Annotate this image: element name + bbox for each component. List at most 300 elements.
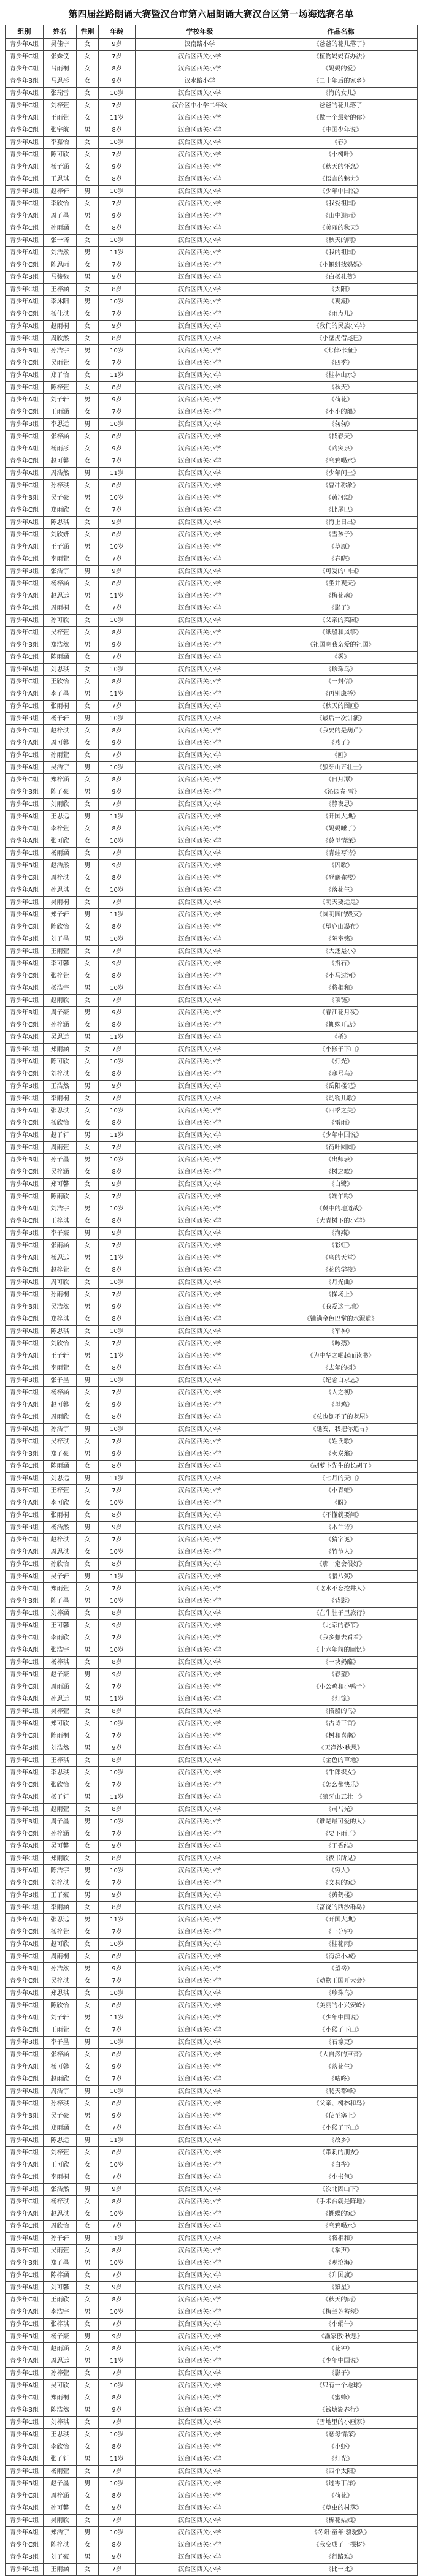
group-cell: 青少年A组: [6, 2208, 44, 2221]
age-cell: 7岁: [99, 1730, 136, 1742]
age-cell: 9岁: [99, 1179, 136, 1191]
group-cell: 青少年B组: [6, 186, 44, 198]
name-cell: 王子涵: [44, 541, 77, 553]
group-cell: 青少年C组: [6, 1338, 44, 1350]
work-cell: 《卖炭翁》: [264, 1448, 418, 1461]
name-cell: 孙欣怡: [44, 1559, 77, 1571]
table-row: [6, 1179, 418, 1191]
name-cell: 郑可欣: [44, 1718, 77, 1730]
group-cell: 青少年C组: [6, 1093, 44, 1105]
age-cell: 8岁: [99, 676, 136, 688]
school-cell: 汉台区西关小学: [136, 615, 264, 627]
table-row: [6, 1240, 418, 1252]
table-row: [6, 1166, 418, 1179]
school-cell: 汉台区西关小学: [136, 1755, 264, 1767]
work-cell: 《树和喜鹊》: [264, 1730, 418, 1742]
group-cell: 青少年A组: [6, 737, 44, 750]
work-cell: 《桂花雨》: [264, 1939, 418, 1951]
age-cell: 7岁: [99, 1779, 136, 1791]
table-row: [6, 222, 418, 235]
group-cell: 青少年A组: [6, 210, 44, 222]
name-cell: 吴雨桐: [44, 897, 77, 909]
group-cell: 青少年A组: [6, 2233, 44, 2245]
name-cell: 周雨萱: [44, 1142, 77, 1154]
age-cell: 9岁: [99, 1399, 136, 1411]
school-cell: 汉台区西关小学: [136, 2392, 264, 2404]
table-row: [6, 2306, 418, 2319]
gender-cell: 女: [77, 1019, 99, 1032]
age-cell: 8岁: [99, 1853, 136, 1865]
school-cell: 汉台区西关小学: [136, 664, 264, 676]
school-cell: 汉台区西关小学: [136, 1742, 264, 1755]
table-row: [6, 2037, 418, 2049]
name-cell: 李可馨: [44, 958, 77, 970]
age-cell: 7岁: [99, 149, 136, 161]
gender-cell: 女: [77, 173, 99, 186]
age-cell: 10岁: [99, 615, 136, 627]
work-cell: 《小蜗牛》: [264, 2319, 418, 2331]
work-cell: 《石壕吏》: [264, 2037, 418, 2049]
table-row: [6, 946, 418, 958]
age-cell: 11岁: [99, 688, 136, 701]
table-row: [6, 1387, 418, 1399]
name-cell: 王雨萱: [44, 2024, 77, 2037]
school-cell: 汉台区西关小学: [136, 1326, 264, 1338]
group-cell: 青少年A组: [6, 1914, 44, 1926]
group-cell: 青少年C组: [6, 2490, 44, 2502]
age-cell: 11岁: [99, 1350, 136, 1362]
age-cell: 8岁: [99, 1706, 136, 1718]
table-row: [6, 639, 418, 652]
work-cell: 《秋天的雨》: [264, 2294, 418, 2306]
group-cell: 青少年A组: [6, 664, 44, 676]
group-cell: 青少年B组: [6, 639, 44, 652]
work-cell: 《四季》: [264, 357, 418, 370]
group-cell: 青少年A组: [6, 1497, 44, 1510]
table-row: [6, 1681, 418, 1693]
group-cell: 青少年A组: [6, 235, 44, 247]
name-cell: 周可馨: [44, 737, 77, 750]
group-cell: 青少年C组: [6, 1975, 44, 1988]
table-row: [6, 701, 418, 713]
age-cell: 9岁: [99, 394, 136, 406]
name-cell: 李沐阳: [44, 296, 77, 308]
work-cell: 《海上日出》: [264, 517, 418, 529]
age-cell: 8岁: [99, 529, 136, 541]
gender-cell: 女: [77, 2049, 99, 2061]
table-row: [6, 1693, 418, 1706]
name-cell: 刘子轩: [44, 394, 77, 406]
school-cell: 汉台区西关小学: [136, 1963, 264, 1975]
school-cell: 汉台区西关小学: [136, 1399, 264, 1411]
age-cell: 10岁: [99, 345, 136, 357]
age-cell: 7岁: [99, 799, 136, 811]
header-school: 学校年级: [136, 25, 264, 39]
name-cell: 李子豪: [44, 1228, 77, 1240]
school-cell: 汉台区西关小学: [136, 333, 264, 345]
table-row: [6, 1032, 418, 1044]
school-cell: 汉台区西关小学: [136, 198, 264, 210]
table-row: [6, 357, 418, 370]
school-cell: 汉台区西关小学: [136, 2282, 264, 2294]
name-cell: 郑梓涵: [44, 774, 77, 786]
school-cell: 汉台区西关小学: [136, 713, 264, 725]
name-cell: 李思琪: [44, 1767, 77, 1779]
group-cell: 青少年A组: [6, 982, 44, 995]
age-cell: 11岁: [99, 1473, 136, 1485]
work-cell: 《花钟》: [264, 2343, 418, 2355]
work-cell: 《只有一个地球》: [264, 2380, 418, 2392]
gender-cell: 女: [77, 517, 99, 529]
school-cell: 汉台区西关小学: [136, 51, 264, 63]
name-cell: 李浩宇: [44, 2306, 77, 2319]
group-cell: 青少年C组: [6, 1362, 44, 1375]
work-cell: 《沁园春·雪》: [264, 786, 418, 799]
work-cell: 《铺满金色巴掌的水泥道》: [264, 1313, 418, 1326]
school-cell: 汉台区西关小学: [136, 1228, 264, 1240]
age-cell: 8岁: [99, 725, 136, 737]
group-cell: 青少年B组: [6, 1742, 44, 1755]
group-cell: 青少年C组: [6, 2221, 44, 2233]
name-cell: 陈思琪: [44, 1326, 77, 1338]
age-cell: 10岁: [99, 186, 136, 198]
gender-cell: 女: [77, 1117, 99, 1130]
table-row: [6, 970, 418, 982]
age-cell: 10岁: [99, 1105, 136, 1117]
work-cell: 《少年闰土》: [264, 468, 418, 480]
work-cell: 《小猴子下山》: [264, 1044, 418, 1056]
table-row: [6, 1485, 418, 1497]
work-cell: 《秋天的雨》: [264, 235, 418, 247]
table-row: [6, 688, 418, 701]
school-cell: 汉台区西关小学: [136, 1179, 264, 1191]
school-cell: 汉台区西关小学: [136, 2012, 264, 2024]
work-cell: 《过零丁洋》: [264, 2478, 418, 2490]
group-cell: 青少年C组: [6, 1706, 44, 1718]
table-row: [6, 2392, 418, 2404]
gender-cell: 女: [77, 1657, 99, 1669]
table-row: [6, 590, 418, 602]
school-cell: 汉台区西关小学: [136, 2355, 264, 2368]
age-cell: 8岁: [99, 1313, 136, 1326]
name-cell: 孙雨涵: [44, 222, 77, 235]
work-cell: 《纪念白求恩》: [264, 1375, 418, 1387]
group-cell: 青少年A组: [6, 541, 44, 553]
table-row: [6, 1988, 418, 2000]
age-cell: 11岁: [99, 247, 136, 259]
table-row: [6, 529, 418, 541]
gender-cell: 女: [77, 884, 99, 897]
age-cell: 7岁: [99, 848, 136, 860]
group-cell: 青少年C组: [6, 1951, 44, 1963]
name-cell: 赵可欣: [44, 1939, 77, 1951]
gender-cell: 女: [77, 2208, 99, 2221]
gender-cell: 男: [77, 419, 99, 431]
table-header-row: [6, 25, 418, 39]
gender-cell: 男: [77, 1032, 99, 1044]
school-cell: 汉台区西关小学: [136, 2368, 264, 2380]
gender-cell: 女: [77, 652, 99, 664]
group-cell: 青少年B组: [6, 492, 44, 504]
group-cell: 青少年C组: [6, 2343, 44, 2355]
group-cell: 青少年C组: [6, 823, 44, 835]
age-cell: 8岁: [99, 2392, 136, 2404]
age-cell: 9岁: [99, 860, 136, 872]
school-cell: 汉台区西关小学: [136, 799, 264, 811]
gender-cell: 女: [77, 2380, 99, 2392]
work-cell: 《慈母情深》: [264, 835, 418, 848]
group-cell: 青少年C组: [6, 100, 44, 112]
header-name: 姓名: [44, 25, 77, 39]
group-cell: 青少年A组: [6, 1326, 44, 1338]
table-row: [6, 1093, 418, 1105]
group-cell: 青少年B组: [6, 75, 44, 88]
group-cell: 青少年A组: [6, 137, 44, 149]
group-cell: 青少年A组: [6, 1620, 44, 1632]
work-cell: 《钱塘湖春行》: [264, 2404, 418, 2417]
group-cell: 青少年B组: [6, 2331, 44, 2343]
work-cell: 《中国少年说》: [264, 124, 418, 137]
school-cell: 汉台区西关小学: [136, 995, 264, 1007]
gender-cell: 女: [77, 1951, 99, 1963]
group-cell: 青少年C组: [6, 1387, 44, 1399]
gender-cell: 女: [77, 737, 99, 750]
school-cell: 汉台区西关小学: [136, 1595, 264, 1608]
school-cell: 汉台区西关小学: [136, 1497, 264, 1510]
gender-cell: 女: [77, 2000, 99, 2012]
work-cell: 《小壁虎借尾巴》: [264, 333, 418, 345]
work-cell: 《为中华之崛起而读书》: [264, 1350, 418, 1362]
name-cell: 张雨桐: [44, 701, 77, 713]
table-row: [6, 2024, 418, 2037]
table-row: [6, 1877, 418, 1890]
age-cell: 8岁: [99, 2294, 136, 2306]
work-cell: 《春江花月夜》: [264, 1007, 418, 1019]
age-cell: 7岁: [99, 652, 136, 664]
gender-cell: 男: [77, 639, 99, 652]
gender-cell: 女: [77, 1436, 99, 1448]
work-cell: 《我要的是葫芦》: [264, 725, 418, 737]
school-cell: 汉台区西关小学: [136, 2319, 264, 2331]
work-cell: 《雨点儿》: [264, 308, 418, 321]
gender-cell: 女: [77, 2343, 99, 2355]
table-row: [6, 811, 418, 823]
age-cell: 10岁: [99, 2159, 136, 2171]
school-cell: 汉台区西关小学: [136, 1436, 264, 1448]
table-row: [6, 1019, 418, 1032]
age-cell: 8岁: [99, 2245, 136, 2257]
age-cell: 9岁: [99, 958, 136, 970]
school-cell: 汉台区西关小学: [136, 2135, 264, 2147]
gender-cell: 男: [77, 2012, 99, 2024]
age-cell: 10岁: [99, 1939, 136, 1951]
school-cell: 汉台区西关小学: [136, 1142, 264, 1154]
group-cell: 青少年C组: [6, 431, 44, 443]
work-cell: 《曹冲称象》: [264, 480, 418, 492]
school-cell: 汉台区西关小学: [136, 774, 264, 786]
name-cell: 张梓萱: [44, 970, 77, 982]
table-row: [6, 2564, 418, 2576]
gender-cell: 女: [77, 1264, 99, 1277]
name-cell: 赵梓琪: [44, 1534, 77, 1546]
school-cell: 汉台区西关小学: [136, 272, 264, 284]
table-row: [6, 799, 418, 811]
school-cell: 汉台区西关小学: [136, 1841, 264, 1853]
group-cell: 青少年C组: [6, 774, 44, 786]
table-row: [6, 210, 418, 222]
gender-cell: 女: [77, 2122, 99, 2135]
name-cell: 马思彤: [44, 75, 77, 88]
gender-cell: 女: [77, 1779, 99, 1791]
age-cell: 9岁: [99, 639, 136, 652]
school-cell: 汉台区西关小学: [136, 701, 264, 713]
age-cell: 10岁: [99, 1988, 136, 2000]
work-cell: 《升国旗》: [264, 2270, 418, 2282]
contestant-table: [5, 25, 418, 2576]
table-row: [6, 2122, 418, 2135]
table-row: [6, 982, 418, 995]
table-row: [6, 1632, 418, 1644]
name-cell: 杨梓萱: [44, 1926, 77, 1939]
age-cell: 11岁: [99, 1252, 136, 1264]
school-cell: 汉台区西关小学: [136, 1264, 264, 1277]
group-cell: 青少年C组: [6, 1436, 44, 1448]
name-cell: 郑思琪: [44, 1988, 77, 2000]
work-cell: 《父亲、树林和鸟》: [264, 2098, 418, 2110]
school-cell: 汉台区西关小学: [136, 737, 264, 750]
table-row: [6, 1791, 418, 1804]
gender-cell: 女: [77, 2270, 99, 2282]
name-cell: 陈欣怡: [44, 2000, 77, 2012]
gender-cell: 男: [77, 1914, 99, 1926]
table-row: [6, 480, 418, 492]
name-cell: 孙可欣: [44, 615, 77, 627]
table-row: [6, 2502, 418, 2515]
gender-cell: 男: [77, 296, 99, 308]
school-cell: 汉台区西关小学: [136, 1939, 264, 1951]
name-cell: 李欣怡: [44, 2441, 77, 2453]
name-cell: 赵梓萱: [44, 1264, 77, 1277]
name-cell: 张浩宇: [44, 566, 77, 578]
age-cell: 8岁: [99, 2441, 136, 2453]
gender-cell: 女: [77, 1828, 99, 1841]
name-cell: 张可欣: [44, 835, 77, 848]
name-cell: 杨雨萱: [44, 2466, 77, 2478]
gender-cell: 男: [77, 909, 99, 921]
name-cell: 刘梓琪: [44, 1877, 77, 1890]
table-row: [6, 394, 418, 406]
gender-cell: 女: [77, 1093, 99, 1105]
school-cell: 汉台区西关小学: [136, 1166, 264, 1179]
work-cell: 《妈妈睡了》: [264, 823, 418, 835]
work-cell: 《坐井观天》: [264, 578, 418, 590]
name-cell: 吴浩宇: [44, 762, 77, 774]
group-cell: 青少年C组: [6, 2000, 44, 2012]
work-cell: 《陋室铭》: [264, 933, 418, 946]
school-cell: 汉台区西关小学: [136, 909, 264, 921]
school-cell: 汉台区西关小学: [136, 1926, 264, 1939]
work-cell: 《燕子》: [264, 737, 418, 750]
name-cell: 赵浩然: [44, 860, 77, 872]
group-cell: 青少年A组: [6, 1350, 44, 1362]
table-row: [6, 774, 418, 786]
age-cell: 8岁: [99, 1166, 136, 1179]
school-cell: 汉台区西关小学: [136, 112, 264, 124]
group-cell: 青少年B组: [6, 1375, 44, 1387]
name-cell: 孙梓萱: [44, 2368, 77, 2380]
age-cell: 8岁: [99, 333, 136, 345]
age-cell: 10岁: [99, 1375, 136, 1387]
work-cell: 《夜书所见》: [264, 1853, 418, 1865]
name-cell: 吕雨桐: [44, 63, 77, 75]
school-cell: 汉台区西关小学: [136, 2037, 264, 2049]
table-row: [6, 1105, 418, 1117]
table-row: [6, 1669, 418, 1681]
work-cell: 《影子》: [264, 602, 418, 615]
school-cell: 汉台区西关小学: [136, 1791, 264, 1804]
age-cell: 9岁: [99, 443, 136, 455]
group-cell: 青少年C组: [6, 1313, 44, 1326]
table-row: [6, 2221, 418, 2233]
group-cell: 青少年C组: [6, 222, 44, 235]
name-cell: 刘浩宇: [44, 1203, 77, 1215]
table-row: [6, 676, 418, 688]
work-cell: 《白杨礼赞》: [264, 272, 418, 284]
work-cell: 《雪孩子》: [264, 529, 418, 541]
age-cell: 10岁: [99, 1203, 136, 1215]
table-row: [6, 1277, 418, 1289]
table-row: [6, 2257, 418, 2270]
gender-cell: 女: [77, 259, 99, 272]
age-cell: 7岁: [99, 701, 136, 713]
school-cell: 汉台区西关小学: [136, 1387, 264, 1399]
table-row: [6, 884, 418, 897]
gender-cell: 男: [77, 1963, 99, 1975]
group-cell: 青少年C组: [6, 2122, 44, 2135]
age-cell: 8岁: [99, 1461, 136, 1473]
gender-cell: 女: [77, 701, 99, 713]
gender-cell: 女: [77, 1877, 99, 1890]
gender-cell: 男: [77, 1890, 99, 1902]
gender-cell: 女: [77, 602, 99, 615]
work-cell: 《黄鹤楼》: [264, 1890, 418, 1902]
name-cell: 刘梓萱: [44, 2147, 77, 2159]
gender-cell: 女: [77, 1362, 99, 1375]
work-cell: 《动物王国开大会》: [264, 1975, 418, 1988]
name-cell: 张子墨: [44, 1375, 77, 1387]
age-cell: 7岁: [99, 995, 136, 1007]
table-row: [6, 1583, 418, 1595]
name-cell: 周可欣: [44, 1277, 77, 1289]
group-cell: 青少年C组: [6, 701, 44, 713]
table-row: [6, 431, 418, 443]
age-cell: 8岁: [99, 1902, 136, 1914]
name-cell: 吴雨萱: [44, 2245, 77, 2257]
gender-cell: 女: [77, 2502, 99, 2515]
group-cell: 青少年A组: [6, 2159, 44, 2171]
group-cell: 青少年A组: [6, 39, 44, 51]
age-cell: 11岁: [99, 1914, 136, 1926]
group-cell: 青少年A组: [6, 2453, 44, 2466]
name-cell: 陈思远: [44, 2135, 77, 2147]
name-cell: 张瑞雪: [44, 88, 77, 100]
gender-cell: 女: [77, 2429, 99, 2441]
name-cell: 赵雨欣: [44, 2073, 77, 2086]
name-cell: 李可欣: [44, 1497, 77, 1510]
name-cell: 吴梓涵: [44, 1166, 77, 1179]
work-cell: 《将相和》: [264, 982, 418, 995]
table-row: [6, 1914, 418, 1926]
